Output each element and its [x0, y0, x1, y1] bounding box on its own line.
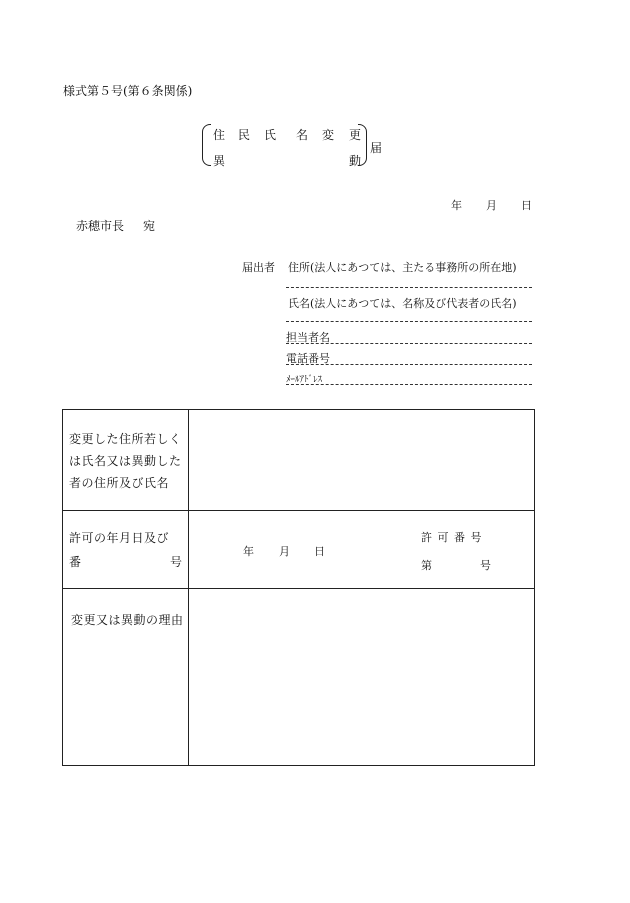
addressee-honorific: 宛 [143, 219, 156, 233]
title-row1-char-5: 変 [322, 128, 335, 142]
email-line [286, 384, 532, 385]
table-row-divider-2 [62, 588, 535, 589]
row2-label-line-2-left: 番 [69, 555, 82, 569]
title-row1-char-2: 民 [238, 128, 251, 142]
phone-label: 電話番号 [286, 352, 330, 365]
row2-label-line-1: 許可の年月日及び [69, 531, 170, 545]
row2-date-year: 年 [243, 545, 254, 558]
date-year-label: 年 [451, 199, 462, 212]
table-row-divider-1 [62, 510, 535, 511]
row2-date-month: 月 [279, 545, 290, 558]
title-row1-char-4: 名 [296, 128, 309, 142]
address-line [286, 287, 532, 288]
email-label: ﾒｰﾙｱﾄﾞﾚｽ [286, 375, 323, 385]
date-day-label: 日 [521, 199, 532, 212]
addressee-name: 赤穂市長 [76, 219, 125, 233]
permit-number-suffix: 号 [480, 559, 491, 572]
permit-number-prefix: 第 [421, 559, 432, 572]
row2-label-line-2-right: 号 [170, 555, 183, 569]
title-row1-char-1: 住 [213, 128, 226, 142]
title-suffix: 届 [370, 141, 383, 155]
row3-value-cell[interactable] [190, 590, 534, 764]
address-label: 住所(法人にあつては、主たる事務所の所在地) [288, 261, 517, 274]
title-row1-char-3: 氏 [264, 128, 277, 142]
row2-date-day: 日 [314, 545, 325, 558]
name-line [286, 321, 532, 322]
title-left-bracket [202, 124, 211, 166]
row1-label-line-1: 変更した住所若しく [69, 432, 182, 446]
applicant-label: 届出者 [242, 261, 275, 274]
row1-label-line-3: 者の住所及び氏名 [69, 476, 170, 490]
title-row2-left: 異 [213, 154, 226, 168]
permit-number-label: 許 可 番 号 [421, 531, 483, 544]
title-row1-char-6: 更 [349, 128, 362, 142]
contact-person-label: 担当者名 [286, 331, 330, 344]
name-label: 氏名(法人にあつては、名称及び代表者の氏名) [288, 297, 517, 310]
form-number: 様式第５号(第６条関係) [63, 84, 193, 98]
row1-label-line-2: は氏名又は異動した [69, 454, 182, 468]
contact-person-line [286, 343, 532, 344]
row1-value-cell[interactable] [190, 411, 534, 509]
row3-label: 変更又は異動の理由 [71, 613, 184, 627]
phone-line [286, 364, 532, 365]
date-month-label: 月 [486, 199, 497, 212]
title-row2-right: 動 [349, 154, 362, 168]
